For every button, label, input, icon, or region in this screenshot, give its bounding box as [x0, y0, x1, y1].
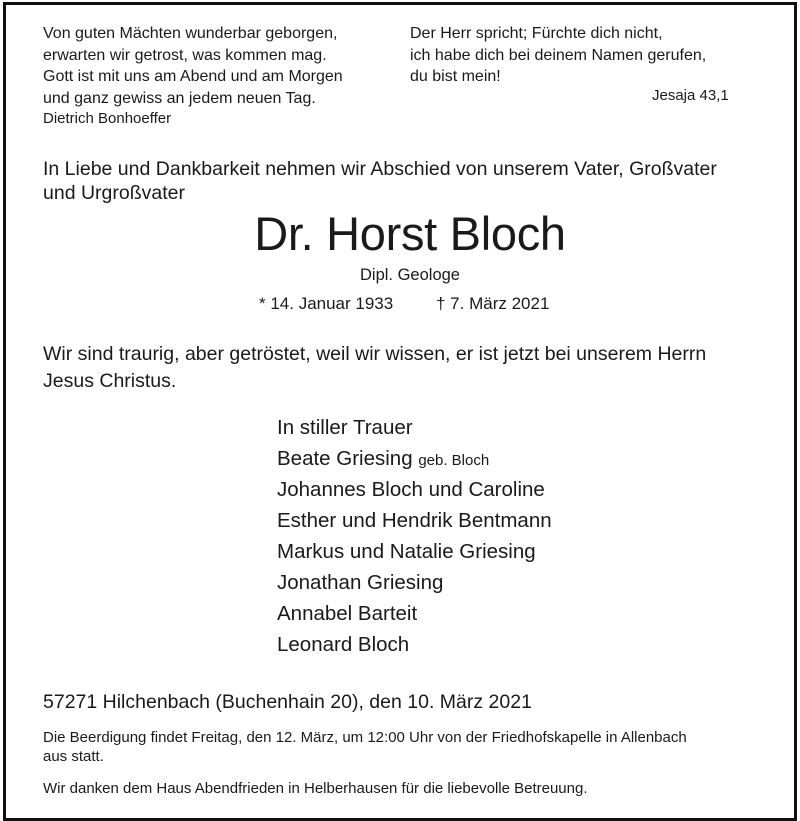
mourner-entry: Johannes Bloch und Caroline: [277, 478, 545, 501]
message-line: Jesus Christus.: [43, 370, 177, 392]
verse-left-line: Von guten Mächten wunderbar geborgen,: [43, 25, 338, 42]
message-line: Wir sind traurig, aber getröstet, weil wir wissen, er ist jetzt bei unserem Herrn: [43, 343, 707, 365]
verse-left-line: erwarten wir getrost, was kommen mag.: [43, 46, 327, 64]
mourner-entry: Annabel Barteit: [277, 602, 418, 625]
deceased-name: Dr. Horst Bloch: [254, 207, 566, 260]
verse-right-line: ich habe dich bei deinem Namen gerufen,: [410, 46, 707, 64]
intro-line: und Urgroßvater: [43, 182, 185, 204]
mourners-heading: In stiller Trauer: [277, 416, 413, 439]
verse-right-reference: Jesaja 43,1: [652, 87, 729, 104]
mourner-entry: [277, 447, 489, 471]
verse-left-line: Gott ist mit uns am Abend und am Morgen: [43, 68, 343, 86]
thanks-note: Wir danken dem Haus Abendfrieden in Helberhausen für die liebevolle Betreuung.: [43, 780, 588, 797]
verse-right: [410, 23, 706, 88]
place-date: 57271 Hilchenbach (Buchenhain 20), den 10. März 2021: [43, 691, 532, 713]
mourner-name: Beate Griesing: [277, 447, 413, 470]
deceased-title: Dipl. Geologe: [360, 266, 460, 284]
death-date: † 7. März 2021: [436, 294, 550, 313]
verse-right-line: du bist mein!: [410, 68, 501, 86]
mourner-entry: Markus und Natalie Griesing: [277, 540, 536, 563]
verse-left-author: Dietrich Bonhoeffer: [43, 110, 172, 127]
verse-right-line: Der Herr spricht; Fürchte dich nicht,: [410, 25, 663, 42]
verse-left-line: und ganz gewiss an jedem neuen Tag.: [43, 90, 316, 108]
mourner-entry: Leonard Bloch: [277, 633, 410, 656]
funeral-info-line: aus statt.: [43, 748, 104, 765]
verse-left: [43, 23, 343, 110]
mourner-maiden-name: geb. Bloch: [418, 452, 490, 469]
birth-date: * 14. Januar 1933: [259, 294, 394, 313]
funeral-info-line: Die Beerdigung findet Freitag, den 12. März, um 12:00 Uhr von der Friedhofskapelle in Allenbach: [43, 729, 687, 746]
mourner-entry: Jonathan Griesing: [277, 571, 444, 594]
mourner-entry: Esther und Hendrik Bentmann: [277, 509, 552, 532]
intro-line: In Liebe und Dankbarkeit nehmen wir Abschied von unserem Vater, Großvater: [43, 158, 717, 180]
